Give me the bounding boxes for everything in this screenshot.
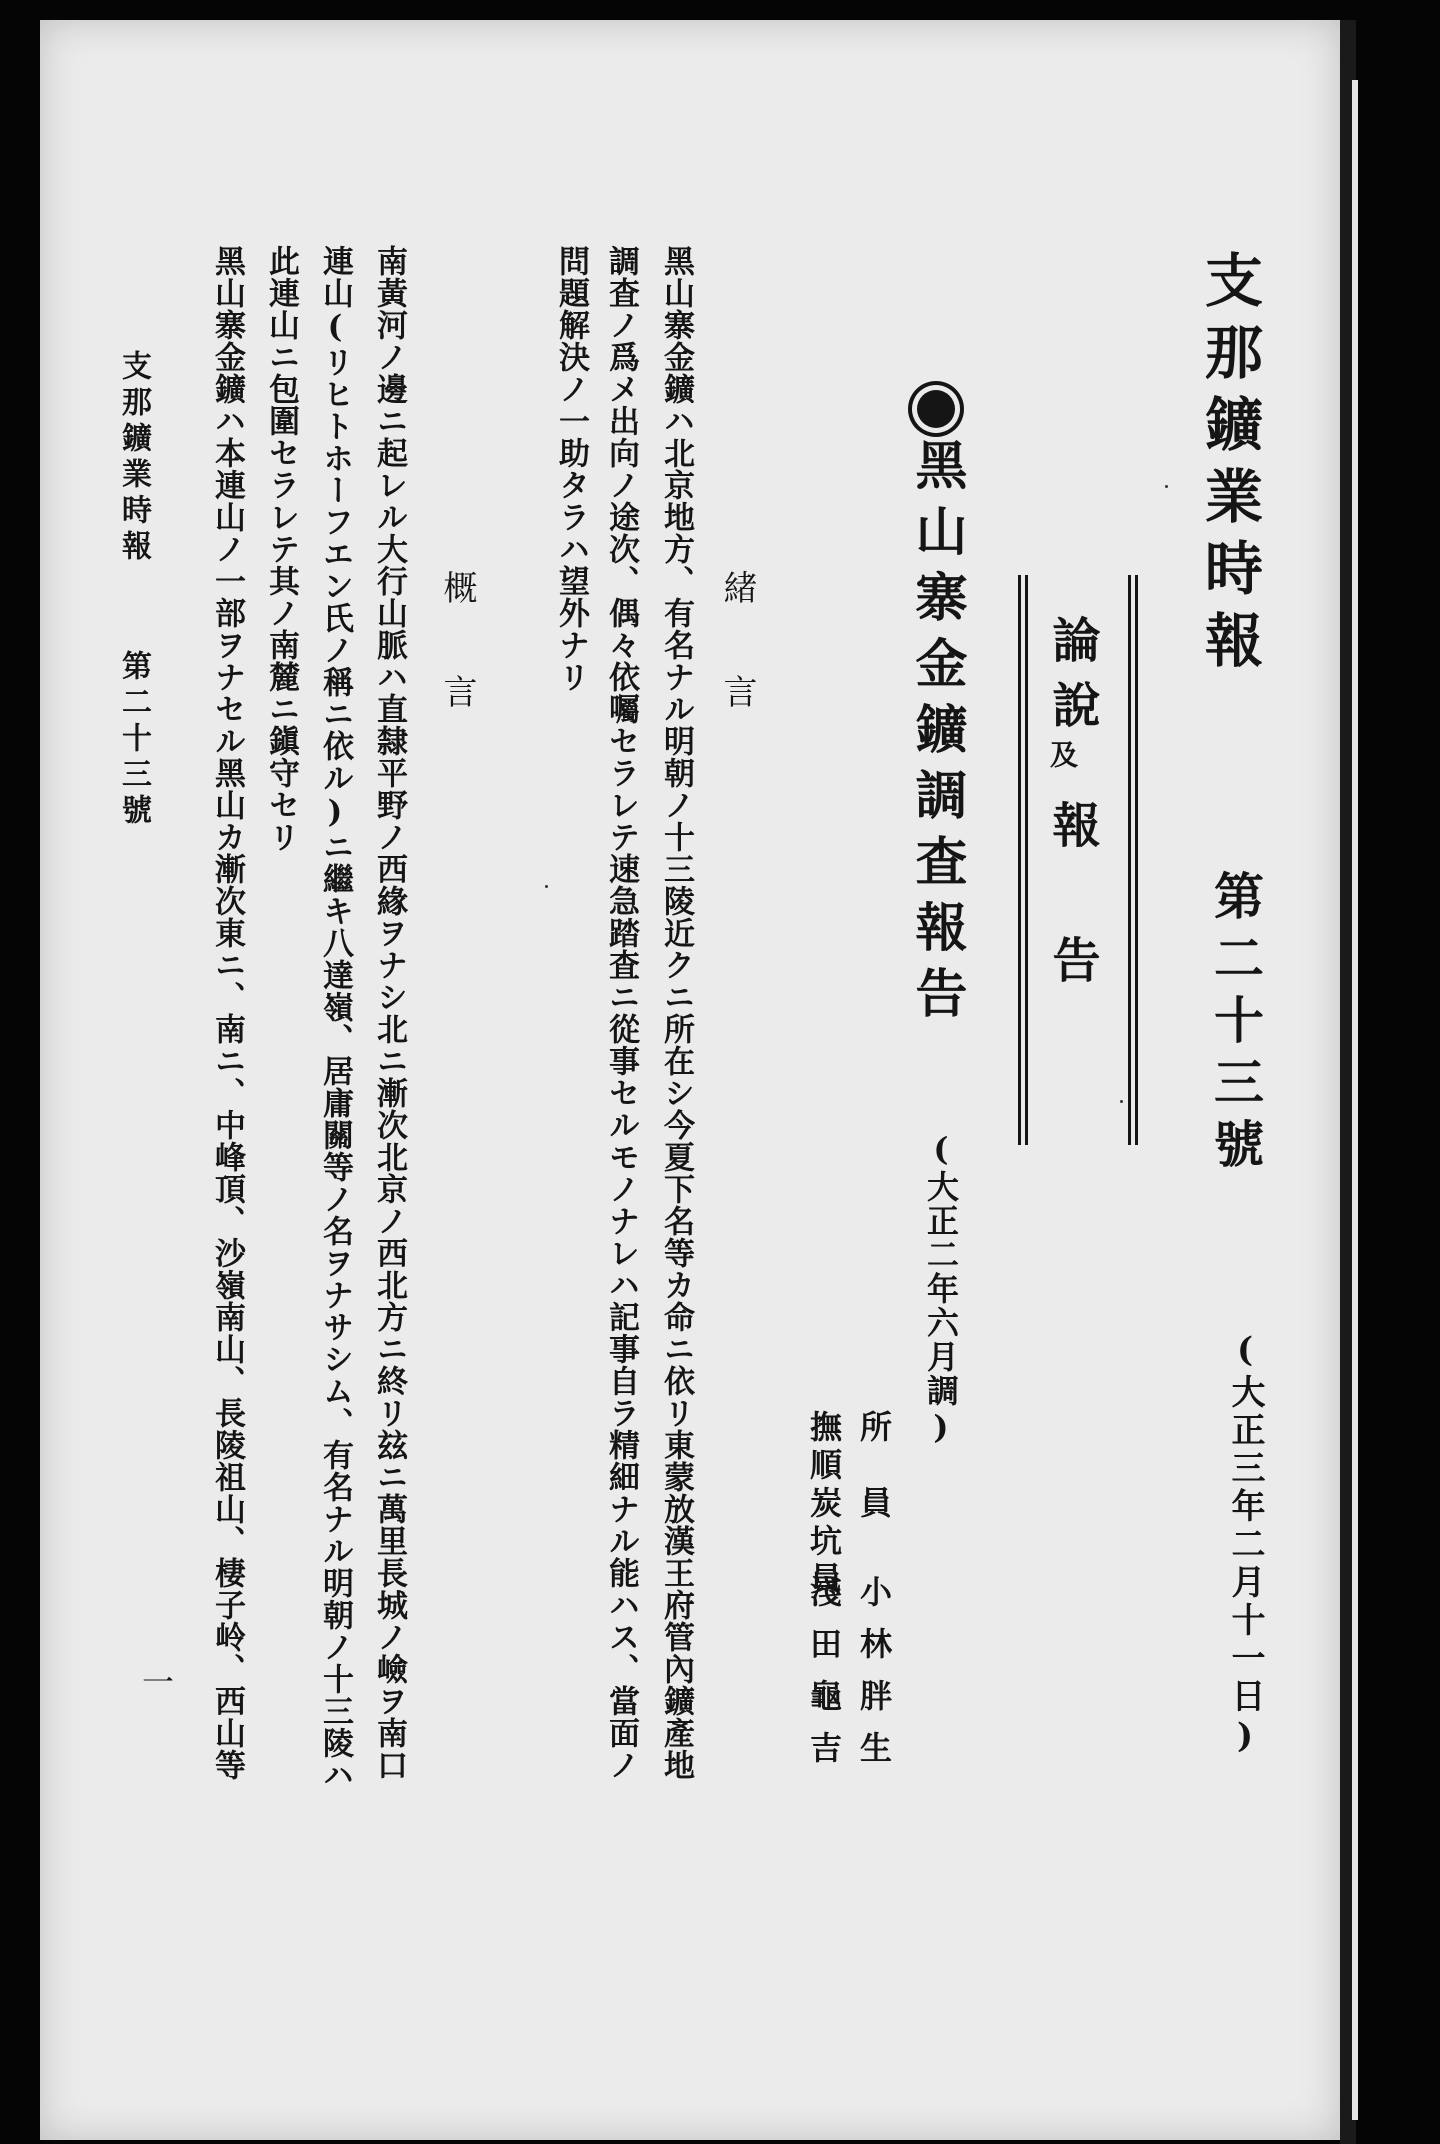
double-circle-bullet-icon [917, 390, 955, 428]
footer-journal-title: 支那鑛業時報 [116, 350, 151, 566]
paper-speck [1165, 485, 1168, 488]
issue-date: (大正三年二月十一日) [1225, 1330, 1265, 1760]
body-text-line: 連山(リヒトホーフエン氏ノ稱ニ依ル)ニ繼キ八達嶺、居庸關等ノ名ヲナサシム、有名ナル明朝ノ十三陵ハ [317, 245, 353, 1791]
section-label-ho: 報 [1044, 800, 1100, 848]
article-survey-date: (大正二年六月調) [922, 1130, 960, 1448]
journal-title: 支那鑛業時報 [1195, 250, 1263, 682]
body-text-line: 南黃河ノ邊ニ起レル大行山脈ハ直隸平野ノ西緣ヲナシ北ニ漸次北京ノ西北方ニ終リ玆ニ萬里長城ノ嶮ヲ南口 [371, 245, 407, 1781]
section-label-connector: 及 [1046, 740, 1079, 768]
footer-issue-number: 第二十三號 [116, 650, 151, 830]
body-text-line: 黑山寨金鑛ハ北京地方、有名ナル明朝ノ十三陵近クニ所在シ今夏下名等カ命ニ依リ東蒙放漢王府管內鑛產地 [658, 245, 694, 1781]
author-name: 淺田龜吉 [805, 1575, 843, 1783]
body-text-line: 調査ノ爲メ出向ノ途次、偶々依囑セラレテ速急踏査ニ從事セルモノナレハ記事自ラ精細ナル能ハス、當面ノ [603, 245, 639, 1781]
section-label-ron: 論 [1044, 615, 1100, 663]
body-text-line: 黑山寨金鑛ハ本連山ノ一部ヲナセル黑山カ漸次東ニ、南ニ、中峰頂、沙嶺南山、長陵祖山、棲子岭、西山等 [209, 245, 245, 1781]
article-title [906, 390, 967, 1032]
section-label-koku: 告 [1044, 935, 1100, 983]
paper-speck [545, 885, 548, 888]
author-name: 小林胖生 [855, 1575, 893, 1783]
body-text-line: 問題解決ノ一助タラハ望外ナリ [553, 245, 589, 693]
section-label-setsu: 說 [1044, 680, 1100, 728]
page-number: 一 [137, 1665, 175, 1697]
page-edge-highlight [1352, 80, 1358, 2120]
article-title-text: 黑山寨金鑛調査報告 [906, 438, 967, 1032]
paper-speck [1120, 1100, 1123, 1103]
body-text-line: 此連山ニ包圍セラレテ其ノ南麓ニ鎭守セリ [263, 245, 299, 853]
section-heading-overview: 概言 [437, 570, 477, 778]
issue-number: 第二十三號 [1206, 870, 1265, 1180]
author-role: 撫順炭坑員 [805, 1410, 843, 1600]
author-role: 所 員 [855, 1410, 893, 1524]
section-heading-introduction: 緒言 [717, 570, 757, 778]
